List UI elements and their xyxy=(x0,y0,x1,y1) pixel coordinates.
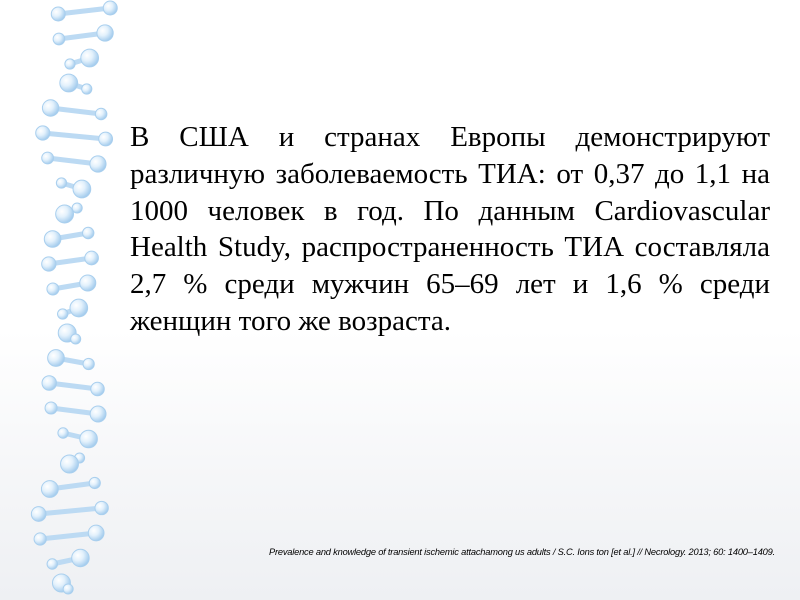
helix-sphere xyxy=(90,406,106,422)
helix-rung xyxy=(43,133,106,139)
helix-sphere xyxy=(53,33,65,45)
helix-sphere xyxy=(51,7,65,21)
helix-sphere xyxy=(44,231,61,248)
helix-sphere xyxy=(47,283,59,295)
helix-sphere xyxy=(90,156,106,172)
helix-sphere xyxy=(72,549,90,567)
helix-rung xyxy=(39,508,102,514)
helix-sphere xyxy=(97,25,113,41)
helix-sphere xyxy=(61,455,79,473)
helix-sphere xyxy=(34,533,46,545)
helix-sphere xyxy=(42,152,54,164)
helix-sphere xyxy=(71,334,81,344)
helix-sphere xyxy=(47,559,57,569)
helix-sphere xyxy=(65,59,75,69)
helix-sphere xyxy=(56,205,74,223)
helix-sphere xyxy=(73,180,91,198)
helix-sphere xyxy=(103,1,117,15)
helix-sphere xyxy=(88,525,104,541)
helix-sphere xyxy=(42,376,56,390)
helix-sphere xyxy=(60,74,78,92)
helix-sphere xyxy=(89,477,100,488)
helix-sphere xyxy=(81,49,99,67)
helix-sphere xyxy=(56,178,66,188)
helix-sphere xyxy=(80,275,96,291)
helix-rung xyxy=(58,8,110,14)
helix-sphere xyxy=(45,402,57,414)
helix-sphere xyxy=(58,309,68,319)
helix-sphere xyxy=(82,84,92,94)
helix-sphere xyxy=(48,350,65,367)
helix-sphere xyxy=(99,132,113,146)
helix-sphere xyxy=(80,430,98,448)
helix-sphere xyxy=(42,100,58,116)
helix-sphere xyxy=(95,108,107,120)
helix-sphere xyxy=(70,299,88,317)
helix-sphere xyxy=(63,584,73,594)
helix-sphere xyxy=(91,382,105,396)
helix-sphere xyxy=(31,507,46,522)
helix-rung xyxy=(40,533,96,539)
helix-sphere xyxy=(41,481,58,498)
reference-citation: Prevalence and knowledge of transient ischemic attachamong us adults / S.C. Ions ton [et al.] // Necrology. 2013; 60: 1400–1409. xyxy=(268,547,775,557)
helix-sphere xyxy=(82,227,93,238)
helix-sphere xyxy=(85,251,99,265)
helix-sphere xyxy=(83,358,94,369)
helix-sphere xyxy=(42,257,56,271)
helix-sphere xyxy=(36,126,50,140)
slide-body-text: В США и странах Европы демонстрируют различную заболеваемость ТИА: от 0,37 до 1,1 на 1000 человек в год. По данным Cardiovascular Health Study, распространенность ТИА составляла 2,7 % среди мужчин 65–69 лет и 1,6 % среди женщин того же возраста. xyxy=(130,121,770,337)
helix-sphere xyxy=(58,428,68,438)
helix-sphere xyxy=(95,501,108,514)
